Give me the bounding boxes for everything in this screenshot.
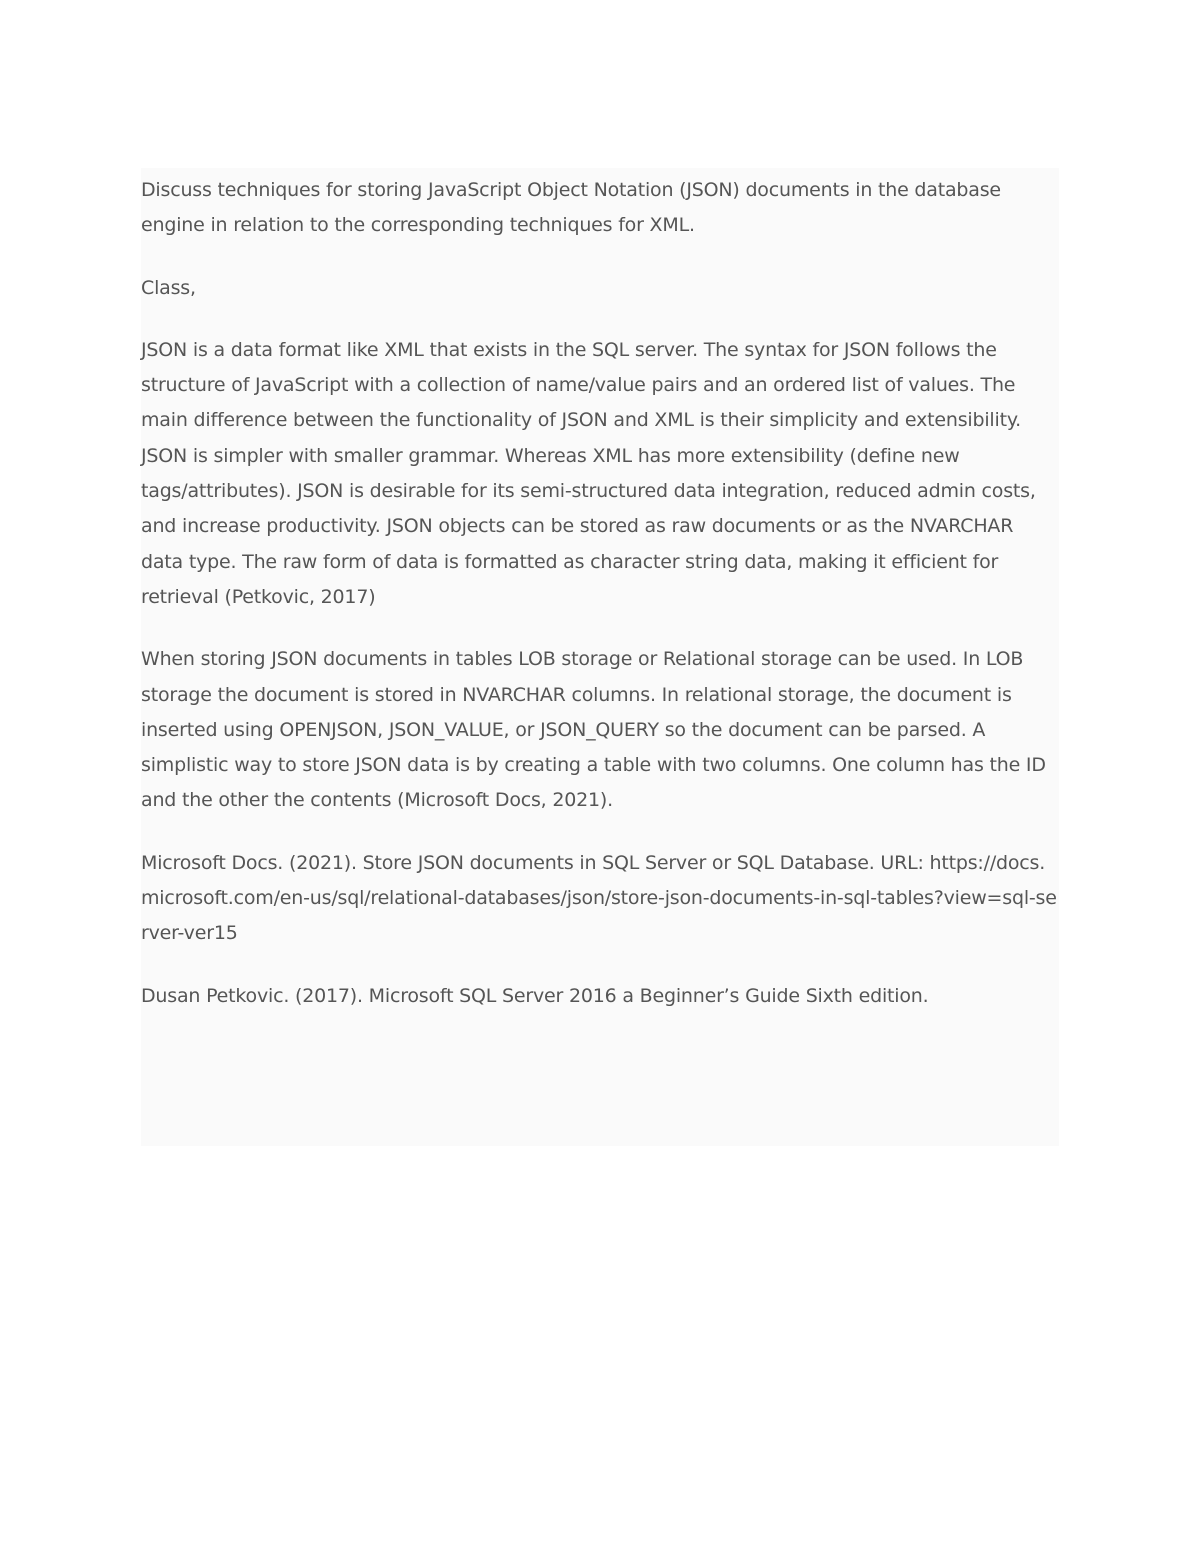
greeting: Class, <box>141 276 196 299</box>
body-paragraph-storage: When storing JSON documents in tables LOB storage or Relational storage can be used. In LOB storage the document is stored in NVARCHAR columns. In relational storage, the document is inserted using OPENJSON, JSON_VALUE, or JSON_QUERY so the document can be parsed. A simplistic way to store JSON data is by creating a table with two columns. One column has the ID and the other the contents (Microsoft Docs, 2021). <box>141 648 1046 812</box>
discussion-question: Discuss techniques for storing JavaScript Object Notation (JSON) documents in the database engine in relation to the corresponding techniques for XML. <box>141 179 1001 237</box>
reference-petkovic: Dusan Petkovic. (2017). Microsoft SQL Server 2016 a Beginner’s Guide Sixth edition. <box>141 984 929 1007</box>
reference-microsoft-docs <box>141 846 1057 952</box>
document-body <box>141 168 1059 1146</box>
body-paragraph-json-overview: JSON is a data format like XML that exists in the SQL server. The syntax for JSON follows the structure of JavaScript with a collection of name/value pairs and an ordered list of values. The main difference between the functionality of JSON and XML is their simplicity and extensibility. JSON is simpler with smaller grammar. Whereas XML has more extensibility (define new tags/attributes). JSON is desirable for its semi-structured data integration, reduced admin costs, and increase productivity. JSON objects can be stored as raw documents or as the NVARCHAR data type. The raw form of data is formatted as character string data, making it efficient for retrieval (Petkovic, 2017) <box>141 338 1036 608</box>
reference-url: https://docs.microsoft.com/en-us/sql/relational-databases/json/store-json-documents-in-sql-tables?view=sql-server-ver15 <box>141 851 1057 945</box>
reference-text: Microsoft Docs. (2021). Store JSON documents in SQL Server or SQL Database. URL: <box>141 851 924 874</box>
